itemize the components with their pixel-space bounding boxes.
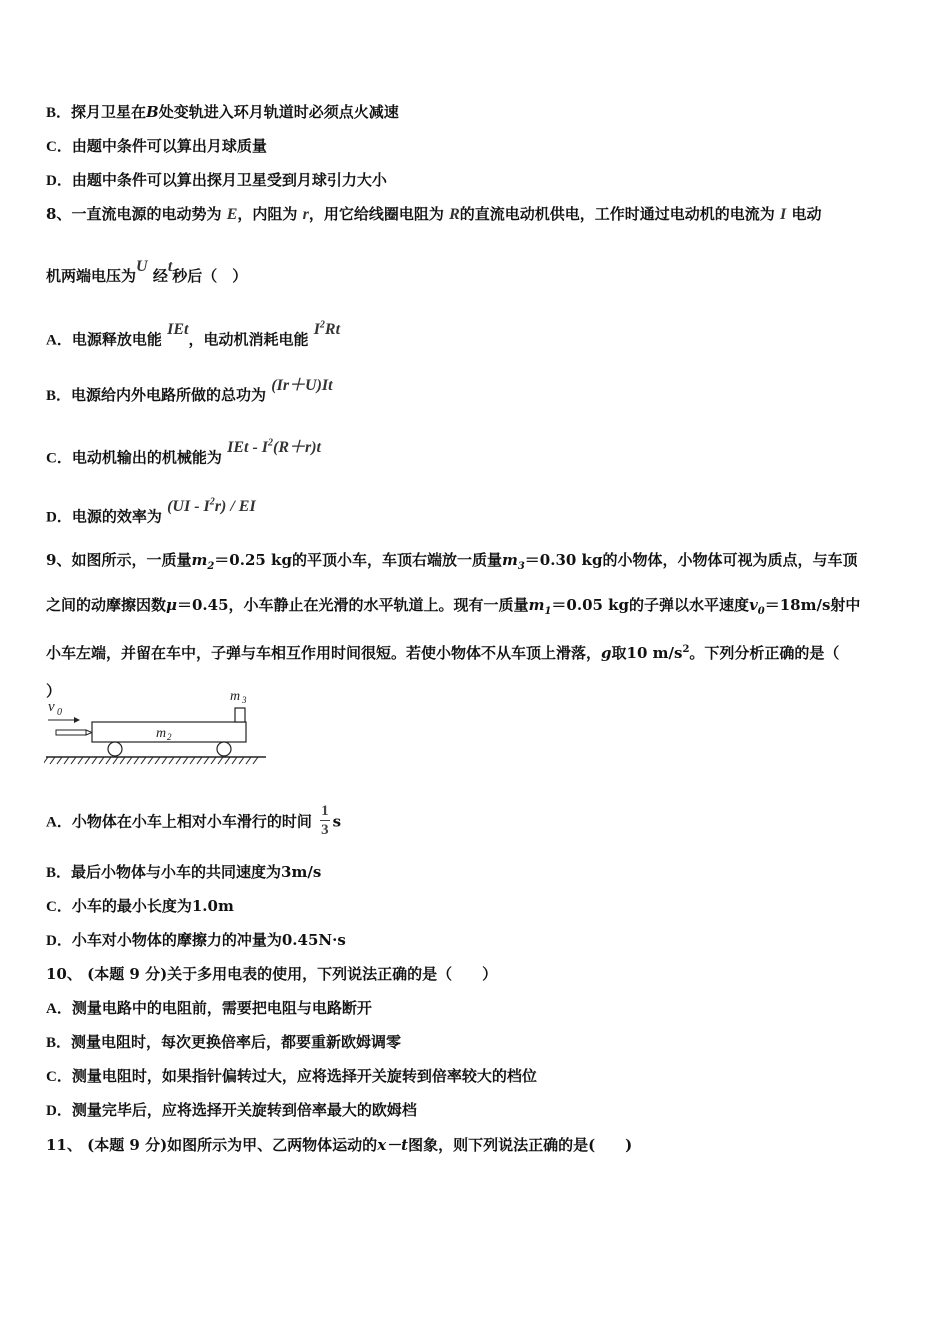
sub: 1	[544, 606, 552, 617]
option-text: 电源的效率为	[71, 507, 162, 526]
q8-stem-line2	[46, 258, 910, 287]
sup: 2	[682, 644, 690, 655]
formula: (Ir＋U)It	[271, 377, 333, 394]
stem-text: 的平顶小车，车顶右端放一质量	[291, 551, 502, 569]
option-letter: D．	[46, 933, 72, 949]
q8-option-c	[46, 438, 910, 468]
value: 3m/s	[281, 863, 322, 881]
option-text: 测量电阻时，每次更换倍率后，都要重新欧姆调零	[71, 1033, 402, 1051]
formula-part: I	[313, 321, 320, 339]
mass-m3	[501, 551, 525, 572]
q7-option-c	[46, 136, 910, 157]
stem-text: ，内阻为	[237, 205, 298, 223]
cart-label-m: m	[156, 726, 167, 741]
hatch-mark	[246, 757, 251, 764]
question-number: 11、	[46, 1136, 82, 1154]
stem-text: 一直流电源的电动势为	[71, 205, 222, 223]
var-mu: μ	[166, 596, 177, 614]
hatch-mark	[106, 757, 111, 764]
value: 1.0m	[191, 897, 234, 915]
option-letter: C．	[46, 1069, 72, 1085]
option-letter: C．	[46, 899, 72, 915]
formula-part: (UI - I	[167, 498, 210, 516]
formula-part: IEt - I	[227, 439, 268, 457]
option-text: 测量电路中的电阻前，需要把电阻与电路断开	[71, 999, 372, 1017]
arrow-head-icon	[74, 717, 80, 723]
hatch-mark	[218, 757, 223, 764]
option-letter: B．	[46, 1035, 72, 1051]
option-letter: B．	[46, 865, 72, 881]
hatch-mark	[169, 757, 174, 764]
q10-option-c	[46, 1066, 910, 1087]
q9-option-c	[46, 896, 910, 917]
small-block	[235, 708, 245, 722]
var: m	[191, 551, 208, 569]
var: v	[749, 596, 758, 614]
hatch-mark	[134, 757, 139, 764]
hatch-mark	[155, 757, 160, 764]
q8-stem-line1	[46, 204, 910, 225]
point-label: B	[146, 103, 159, 121]
stem-text: 经	[152, 267, 168, 285]
hatch-mark	[57, 757, 62, 764]
formula-part: (R＋r)t	[273, 439, 322, 457]
unit: s	[332, 812, 342, 831]
hatch-mark	[141, 757, 146, 764]
q8-option-d	[46, 497, 910, 527]
option-letter: D．	[46, 1103, 72, 1119]
option-text: 测量电阻时，如果指针偏转过大，应将选择开关旋转到倍率较大的档位	[71, 1067, 537, 1085]
hatch-mark	[120, 757, 125, 764]
option-letter: A．	[46, 1001, 72, 1017]
option-letter: A．	[46, 332, 72, 349]
q10-option-b	[46, 1032, 910, 1053]
mass-m2	[191, 551, 215, 572]
hatch-mark	[225, 757, 230, 764]
option-text: 小车对小物体的摩擦力的冲量为	[71, 931, 282, 949]
option-text: 处变轨进入环月轨道时必须点火减速	[158, 103, 399, 121]
option-text: 电动机输出的机械能为	[71, 448, 222, 467]
hatch-mark	[113, 757, 118, 764]
option-text: ，电动机消耗电能	[188, 330, 309, 349]
question-number: 8、	[46, 205, 72, 223]
bullet	[56, 730, 86, 735]
sub: 0	[757, 606, 765, 617]
figure-label-v: v	[48, 699, 55, 715]
var: m	[501, 551, 518, 569]
hatch-mark	[183, 757, 188, 764]
hatch-mark	[148, 757, 153, 764]
option-letter: B．	[46, 105, 72, 121]
hatch-mark	[253, 757, 258, 764]
stem-text: 机两端电压为	[46, 267, 137, 285]
value: 0.45N·s	[281, 931, 346, 949]
var-g: g	[601, 644, 612, 662]
value: ＝0.05 kg	[551, 596, 630, 614]
var-big-r: R	[449, 206, 460, 223]
stem-text: 的小物体，小物体可视为质点，与车顶	[602, 551, 858, 569]
var-u: U	[136, 258, 148, 275]
formula	[167, 498, 256, 515]
hatch-mark	[239, 757, 244, 764]
option-letter: A．	[46, 814, 72, 831]
hatch-mark	[211, 757, 216, 764]
value-text: 10 m/s	[626, 644, 683, 662]
block-label-m-sub: 3	[242, 695, 247, 705]
bullet-tip	[86, 730, 92, 735]
option-text: 探月卫星在	[71, 103, 147, 121]
stem-text: 如图所示，一质量	[71, 551, 192, 569]
hatch-mark	[92, 757, 97, 764]
stem-text: 的子弹以水平速度	[629, 596, 750, 614]
fraction-denominator: 3	[321, 822, 329, 838]
stem-text: ，用它给线圈电阻为	[308, 205, 444, 223]
q9-option-d	[46, 930, 910, 951]
q7-option-d	[46, 170, 910, 191]
block-label-m: m	[230, 689, 241, 704]
sub: 3	[517, 561, 525, 572]
option-text: 电源释放电能	[71, 330, 162, 349]
q9-option-a	[46, 804, 910, 841]
option-text: 小物体在小车上相对小车滑行的时间	[71, 812, 312, 831]
stem-text: (本题 9 分)关于多用电表的使用，下列说法正确的是（ ）	[81, 965, 498, 983]
option-letter: B．	[46, 388, 72, 404]
q8-option-b	[46, 377, 910, 406]
stem-text: ，小车静止在光滑的水平轨道上。现有一质量	[228, 596, 529, 614]
hatch-mark	[99, 757, 104, 764]
q8-option-a	[46, 320, 910, 350]
fraction-numerator: 1	[321, 803, 329, 819]
var-r: r	[302, 206, 309, 223]
option-text: 测量完毕后，应将选择开关旋转到倍率最大的欧姆档	[71, 1101, 417, 1119]
formula-sup: 2	[209, 497, 215, 508]
hatch-mark	[85, 757, 90, 764]
option-letter: C．	[46, 450, 72, 467]
formula	[227, 439, 321, 456]
stem-text: 小车左端，并留在车中，子弹与车相互作用时间很短。若使小物体不从车顶上滑落，	[46, 644, 602, 662]
hatch-mark	[44, 757, 48, 764]
value: ＝0.45	[177, 596, 229, 614]
stem-text: 。下列分析正确的是（	[689, 644, 840, 662]
formula	[314, 321, 340, 338]
q10-option-d	[46, 1100, 910, 1121]
stem-text: 秒后（ ）	[172, 267, 248, 285]
q10-stem	[46, 964, 910, 984]
formula-part: r) / EI	[214, 498, 256, 516]
question-number: 10、	[46, 965, 82, 983]
hatch-mark	[162, 757, 167, 764]
hatch-mark	[232, 757, 237, 764]
option-letter: C．	[46, 139, 72, 155]
stem-text: 之间的动摩擦因数	[46, 596, 167, 614]
stem-text: ）	[46, 682, 62, 700]
formula-sup: 2	[319, 320, 325, 331]
stem-text: 取	[611, 644, 627, 662]
var-e: E	[226, 206, 238, 223]
formula-sup: 2	[268, 438, 273, 449]
wheel-right	[217, 742, 231, 756]
hatch-mark	[190, 757, 195, 764]
hatch-mark	[176, 757, 181, 764]
option-letter: D．	[46, 173, 72, 189]
option-text: 由题中条件可以算出月球质量	[71, 137, 267, 155]
fraction	[320, 802, 330, 839]
option-letter: D．	[46, 509, 72, 526]
wheel-left	[108, 742, 122, 756]
cart-label-m-sub: 2	[167, 732, 172, 742]
value: ＝18m/s	[764, 596, 831, 614]
value	[627, 644, 690, 662]
hatch-mark	[50, 757, 55, 764]
option-text: 由题中条件可以算出探月卫星受到月球引力大小	[71, 171, 387, 189]
option-text: 电源给内外电路所做的总功为	[71, 386, 267, 404]
stem-text: 电动	[791, 205, 822, 223]
q9-option-b	[46, 862, 910, 883]
mass-m1	[528, 596, 552, 617]
var-xt: x－t	[377, 1136, 409, 1154]
stem-text: 射中	[830, 596, 861, 614]
stem-text: 图象，则下列说法正确的是( )	[408, 1136, 633, 1154]
hatch-mark	[197, 757, 202, 764]
q10-option-a	[46, 998, 910, 1019]
velocity-v0	[749, 596, 765, 617]
ground-hatching	[44, 757, 258, 764]
figure-label-v-sub: 0	[57, 707, 62, 718]
var-t: t	[167, 258, 173, 275]
sub: 2	[207, 561, 215, 572]
option-text: 小车的最小长度为	[71, 897, 192, 915]
cart-figure	[44, 685, 274, 767]
formula: IEt	[167, 321, 189, 339]
hatch-mark	[204, 757, 209, 764]
stem-text: 的直流电动机供电，工作时通过电动机的电流为	[459, 205, 775, 223]
hatch-mark	[64, 757, 69, 764]
hatch-mark	[78, 757, 83, 764]
var: m	[528, 596, 545, 614]
formula-part: Rt	[324, 321, 341, 339]
value: ＝0.30 kg	[524, 551, 603, 569]
q11-stem	[46, 1135, 910, 1155]
question-number: 9、	[46, 551, 72, 569]
hatch-mark	[71, 757, 76, 764]
stem-text: (本题 9 分)如图所示为甲、乙两物体运动的	[81, 1136, 378, 1154]
value: ＝0.25 kg	[214, 551, 292, 569]
option-text: 最后小物体与小车的共同速度为	[71, 863, 282, 881]
q7-option-b	[46, 102, 910, 123]
hatch-mark	[127, 757, 132, 764]
var-i: I	[780, 206, 787, 223]
